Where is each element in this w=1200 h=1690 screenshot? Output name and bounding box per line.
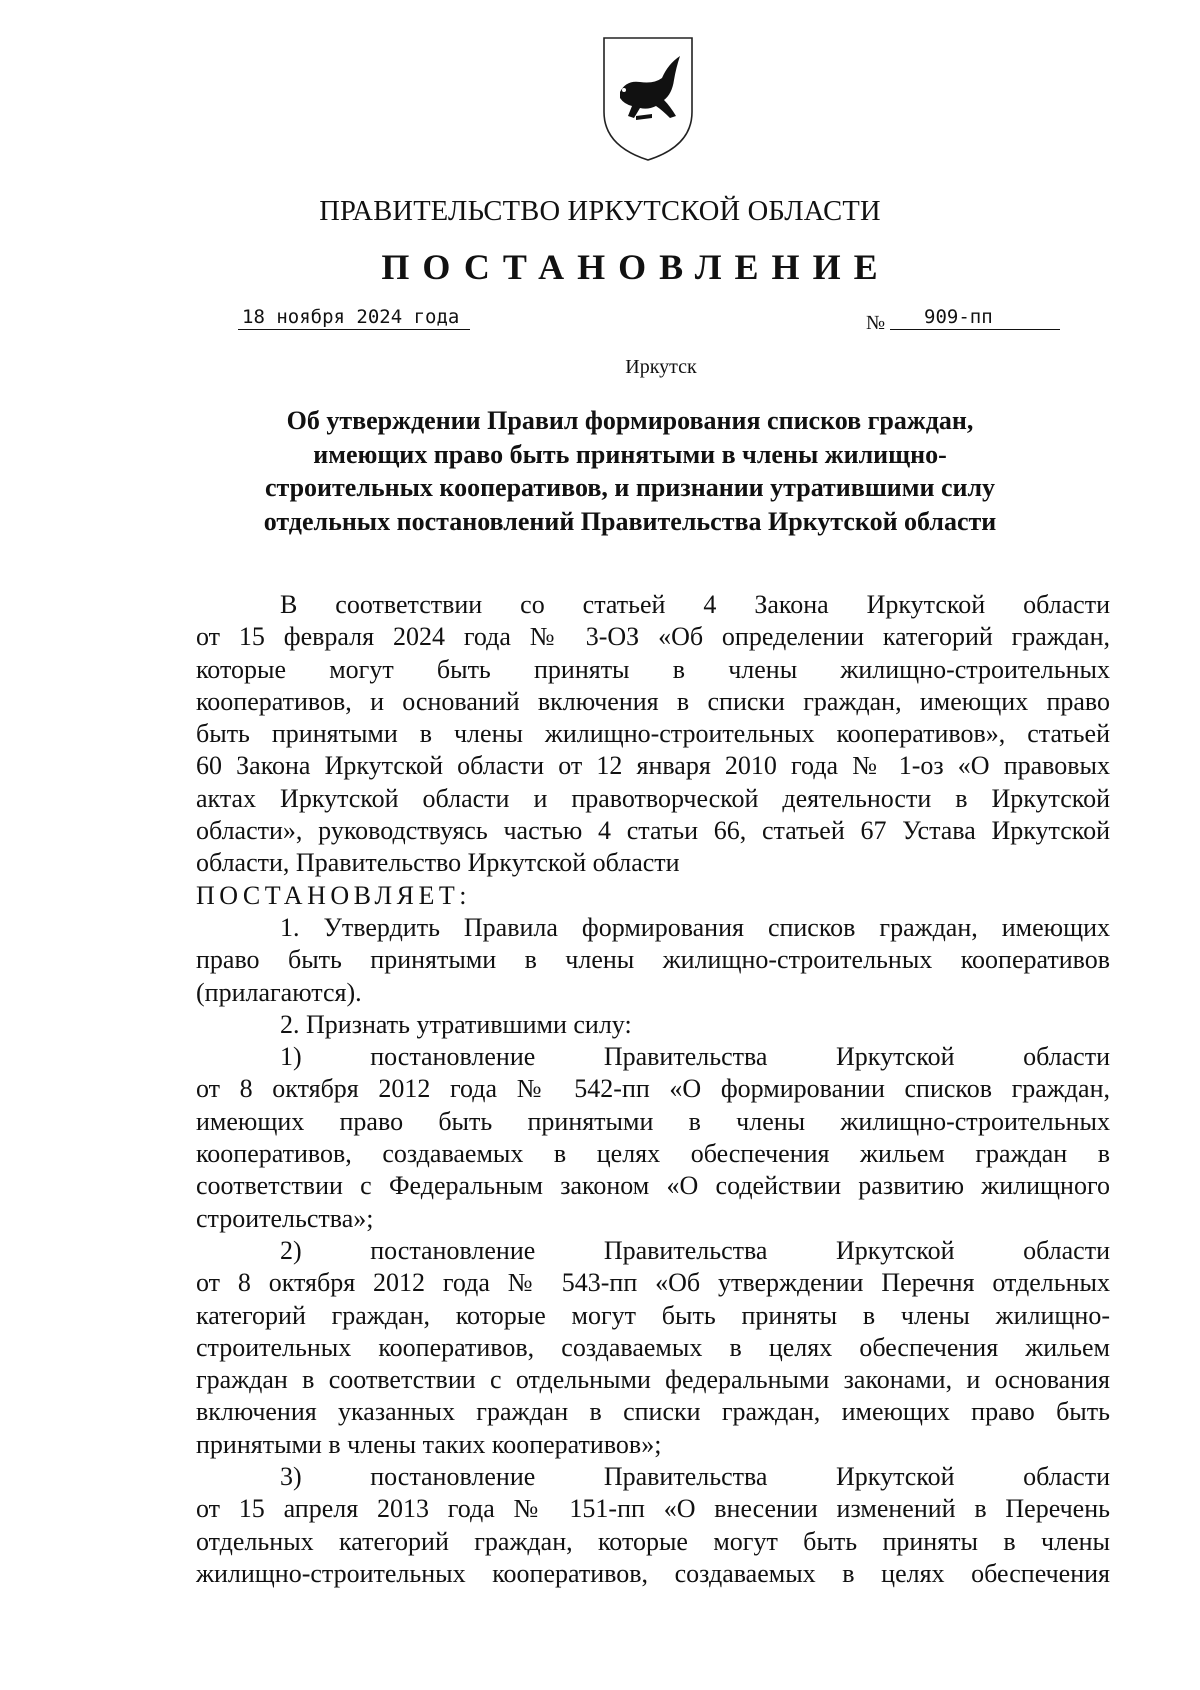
body-line: от 15 апреля 2013 года № 151-пп «О внесении изменений в Перечень — [196, 1494, 1110, 1524]
body-line: 1. Утвердить Правила формирования списков граждан, имеющих — [280, 912, 1110, 942]
title-line: отдельных постановлений Правительства Иркутской области — [263, 506, 997, 536]
body-line: области, Правительство Иркутской области — [196, 848, 680, 878]
body-line: (прилагаются). — [196, 977, 362, 1007]
body-line: право быть принятыми в члены жилищно-строительных кооперативов — [196, 945, 1110, 975]
document-date: 18 ноября 2024 года — [238, 306, 470, 330]
title-line: Об утверждении Правил формирования списков граждан, — [286, 406, 974, 435]
body-line: В соответствии со статьей 4 Закона Иркутской области — [280, 590, 1110, 619]
body-line: 2) постановление Правительства Иркутской области — [280, 1235, 1110, 1265]
body-line: 2. Признать утратившими силу: — [280, 1009, 632, 1039]
document-type: ПОСТАНОВЛЕНИЕ — [381, 247, 891, 287]
sable-icon — [620, 56, 680, 120]
body-line: кооперативов, создаваемых в целях обеспечения жильем граждан в — [196, 1139, 1110, 1169]
body-line: отдельных категорий граждан, которые могут быть приняты в члены — [196, 1526, 1110, 1556]
body-line: имеющих право быть принятыми в члены жилищно-строительных — [196, 1106, 1110, 1136]
city-name: Иркутск — [625, 356, 697, 378]
body-line: от 8 октября 2012 года № 542-пп «О формировании списков граждан, — [196, 1074, 1110, 1104]
body-line: от 15 февраля 2024 года № 3-ОЗ «Об определении категорий граждан, — [196, 622, 1110, 652]
body-line: строительства»; — [196, 1203, 374, 1233]
body-line: области», руководствуясь частью 4 статьи 66, статьей 67 Устава Иркутской — [196, 816, 1110, 846]
title-line: строительных кооперативов, и признании утратившими силу — [264, 473, 996, 502]
title-line: имеющих право быть принятыми в члены жилищно- — [313, 439, 947, 469]
body-line: которые могут быть приняты в члены жилищно-строительных — [196, 654, 1110, 684]
body-line: 1) постановление Правительства Иркутской области — [280, 1042, 1110, 1072]
body-line: включения указанных граждан в списки граждан, имеющих право быть — [196, 1397, 1110, 1427]
body-line: жилищно-строительных кооперативов, создаваемых в целях обеспечения — [196, 1558, 1110, 1588]
body-line: соответствии с Федеральным законом «О содействии развитию жилищного — [196, 1171, 1110, 1201]
coat-of-arms-icon — [600, 34, 696, 164]
body-line: актах Иркутской области и правотворческой деятельности в Иркутской — [196, 783, 1110, 813]
body-line: 3) постановление Правительства Иркутской области — [280, 1462, 1110, 1492]
body-line: строительных кооперативов, создаваемых в целях обеспечения жильем — [196, 1332, 1110, 1362]
resolution-word: ПОСТАНОВЛЯЕТ: — [196, 880, 471, 910]
document-title — [150, 404, 1110, 538]
body-line: от 8 октября 2012 года № 543-пп «Об утверждении Перечня отдельных — [196, 1268, 1110, 1298]
body-line: граждан в соответствии с отдельными федеральными законами, и основания — [196, 1365, 1110, 1395]
organization-name: ПРАВИТЕЛЬСТВО ИРКУТСКОЙ ОБЛАСТИ — [319, 196, 881, 227]
document-number: 909-пп — [890, 306, 1060, 330]
body-line: принятыми в члены таких кооперативов»; — [196, 1429, 662, 1459]
document-body — [196, 589, 1110, 1590]
body-line: 60 Закона Иркутской области от 12 января 2010 года № 1-оз «О правовых — [196, 751, 1110, 781]
number-sign: № — [866, 312, 886, 334]
body-line: быть принятыми в члены жилищно-строительных кооперативов», статьей — [196, 719, 1110, 749]
body-line: категорий граждан, которые могут быть приняты в члены жилищно- — [196, 1300, 1110, 1330]
body-line: кооперативов, и оснований включения в списки граждан, имеющих право — [196, 686, 1110, 716]
